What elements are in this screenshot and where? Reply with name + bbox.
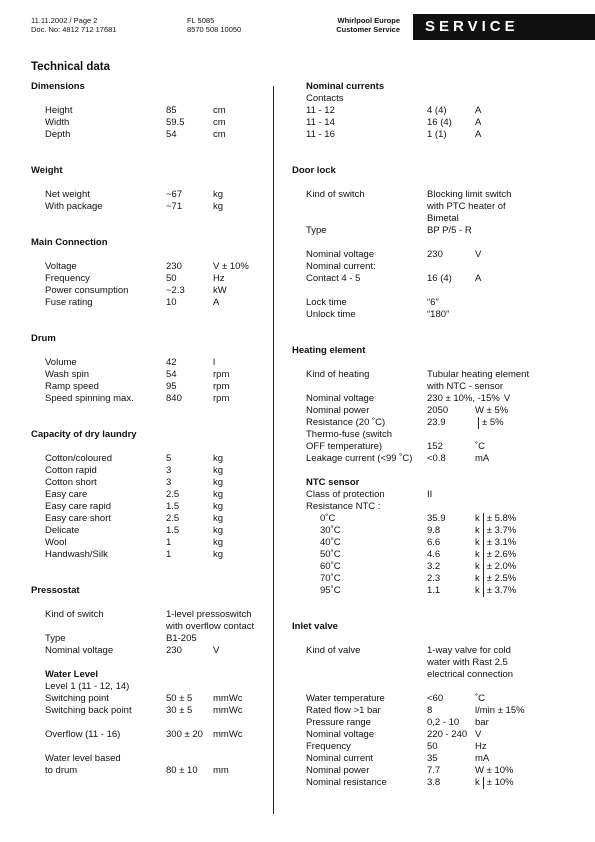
table-row: Type BP P/5 - R — [306, 225, 472, 236]
table-row: Height 85 cm — [45, 105, 226, 116]
table-row: 30˚C 9.8 k ± 3.7% — [320, 525, 517, 536]
table-row: Net weight ~67 kg — [45, 189, 224, 200]
table-row: Volume 42 l — [45, 357, 216, 368]
table-row: Fuse rating 10 A — [45, 297, 220, 308]
table-row: Unlock time “180” — [306, 309, 450, 320]
table-row: Nominal voltage 230 ± 10%, -15% V — [306, 393, 511, 404]
table-row: with overflow contact — [166, 621, 255, 632]
section-inlet-valve: Inlet valve — [292, 621, 338, 632]
table-row: Pressure range 0,2 - 10 bar — [306, 717, 489, 728]
table-row: water with Rast 2.5 — [427, 657, 508, 668]
table-row: Kind of valve 1-way valve for cold — [306, 645, 511, 656]
table-row: Switching point 50 ± 5 mmWc — [45, 693, 243, 704]
table-row: Wash spin 54 rpm — [45, 369, 230, 380]
table-row: Easy care short 2.5 kg — [45, 513, 224, 524]
table-row: Overflow (11 - 16) 300 ± 20 mmWc — [45, 729, 243, 740]
table-row: Kind of switch Blocking limit switch — [306, 189, 512, 200]
section-nominal-currents: Nominal currents — [306, 81, 385, 92]
table-row: Resistance NTC : — [306, 501, 381, 512]
table-row: Depth 54 cm — [45, 129, 226, 140]
table-row: Class of protection II — [306, 489, 433, 500]
table-row: Frequency 50 Hz — [45, 273, 225, 284]
table-row: 40˚C 6.6 k ± 3.1% — [320, 537, 517, 548]
table-row: Ramp speed 95 rpm — [45, 381, 230, 392]
table-row: 11 - 16 1 (1) A — [306, 129, 482, 140]
table-row: OFF temperature) 152 ˚C — [306, 441, 486, 452]
dimensions-table — [31, 105, 271, 141]
table-row: Cotton/coloured 5 kg — [45, 453, 224, 464]
table-row: Nominal resistance 3.8 k ± 10% — [306, 777, 514, 788]
table-row: Nominal current: — [306, 261, 376, 272]
table-row: Water temperature <60 ˚C — [306, 693, 486, 704]
table-row: Power consumption ~2.3 kW — [45, 285, 227, 296]
section-door-lock: Door lock — [292, 165, 336, 176]
table-row: Thermo-fuse (switch — [306, 429, 393, 440]
table-row: 50˚C 4.6 k ± 2.6% — [320, 549, 517, 560]
table-row: Cotton rapid 3 kg — [45, 465, 224, 476]
table-row: 11 - 14 16 (4) A — [306, 117, 482, 128]
table-row: Lock time “6” — [306, 297, 439, 308]
table-row: Bimetal — [427, 213, 459, 224]
header-mid — [187, 16, 241, 34]
table-row: Level 1 (11 - 12, 14) — [45, 681, 130, 692]
section-dimensions: Dimensions — [31, 81, 85, 92]
service-banner: SERVICE — [413, 14, 595, 40]
table-row: Kind of heating Tubular heating element — [306, 369, 530, 380]
column-divider — [273, 86, 274, 814]
table-row: Switching back point 30 ± 5 mmWc — [45, 705, 243, 716]
table-row: 70˚C 2.3 k ± 2.5% — [320, 573, 517, 584]
table-row: Delicate 1.5 kg — [45, 525, 224, 536]
model-code: 8570 508 10050 — [187, 25, 242, 34]
table-row: Easy care rapid 1.5 kg — [45, 501, 224, 512]
table-row: Resistance (20 ˚C) 23.9 ± 5% — [306, 417, 504, 428]
table-row: Frequency 50 Hz — [306, 741, 487, 752]
model: FL 5085 — [187, 16, 215, 25]
header-left — [31, 16, 116, 34]
section-ntc-sensor: NTC sensor — [306, 477, 360, 488]
section-heating-element: Heating element — [292, 345, 366, 356]
table-row: 0˚C 35.9 k ± 5.8% — [320, 513, 517, 524]
table-row: 95˚C 1.1 k ± 3.7% — [320, 585, 517, 596]
table-row: Nominal voltage 220 - 240 V — [306, 729, 482, 740]
date-page: 11.11.2002 / Page 2 — [31, 16, 98, 25]
table-row: With package ~71 kg — [45, 201, 224, 212]
table-row: Handwash/Silk 1 kg — [45, 549, 224, 560]
table-row: electrical connection — [427, 669, 514, 680]
table-row: Water level based — [45, 753, 121, 764]
table-row: to drum 80 ± 10 mm — [45, 765, 229, 776]
table-row: Wool 1 kg — [45, 537, 224, 548]
table-row: Type B1-205 — [45, 633, 197, 644]
table-row: Rated flow >1 bar 8 l/min ± 15% — [306, 705, 525, 716]
table-row: Speed spinning max. 840 rpm — [45, 393, 230, 404]
table-row: Nominal current 35 mA — [306, 753, 490, 764]
table-row: Nominal voltage 230 V — [306, 249, 482, 260]
section-drum: Drum — [31, 333, 56, 344]
left-column — [31, 81, 271, 777]
table-row: Easy care 2.5 kg — [45, 489, 224, 500]
department: Customer Service — [336, 25, 400, 34]
table-row: Nominal power 2050 W ± 5% — [306, 405, 509, 416]
table-row: Voltage 230 V ± 10% — [45, 261, 249, 272]
table-row: Kind of switch 1-level pressoswitch — [45, 609, 252, 620]
section-weight: Weight — [31, 165, 63, 176]
table-row: with PTC heater of — [427, 201, 506, 212]
section-capacity: Capacity of dry laundry — [31, 429, 137, 440]
table-row: Nominal voltage 230 V — [45, 645, 220, 656]
section-main-connection: Main Connection — [31, 237, 108, 248]
table-row: Contacts — [306, 93, 344, 104]
table-row: 11 - 12 4 (4) A — [306, 105, 482, 116]
water-level-heading: Water Level — [45, 669, 98, 680]
right-column — [292, 81, 592, 789]
table-row: with NTC - sensor — [427, 381, 504, 392]
section-pressostat: Pressostat — [31, 585, 80, 596]
page-title: Technical data — [31, 61, 111, 73]
header-right — [300, 16, 400, 34]
company: Whirlpool Europe — [337, 16, 400, 25]
table-row: Cotton short 3 kg — [45, 477, 224, 488]
table-row: 60˚C 3.2 k ± 2.0% — [320, 561, 517, 572]
table-row: Leakage current (<99 ˚C) <0.8 mA — [306, 453, 490, 464]
table-row: Width 59.5 cm — [45, 117, 226, 128]
doc-number: Doc. No: 4812 712 17681 — [31, 25, 117, 34]
table-row: Nominal power 7.7 W ± 10% — [306, 765, 514, 776]
table-row: Contact 4 - 5 16 (4) A — [306, 273, 482, 284]
